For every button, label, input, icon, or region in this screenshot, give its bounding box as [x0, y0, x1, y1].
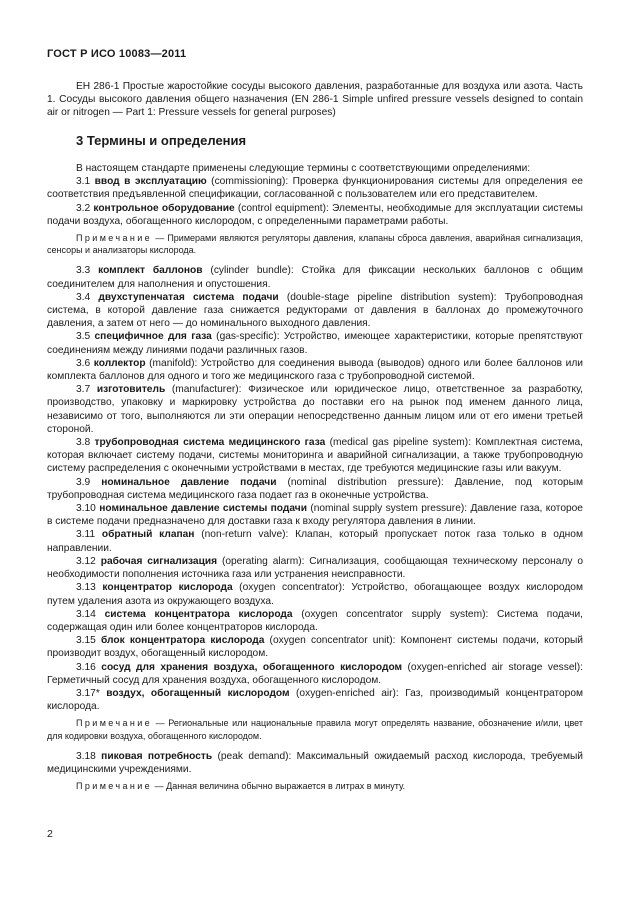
lead-paragraph: В настоящем стандарте применены следующие термины с соответствующими определениями:: [76, 163, 531, 174]
term-name: номинальное давление подачи: [101, 476, 277, 488]
term-name: номинальное давление системы подачи: [99, 503, 307, 515]
term-name: концентратор кислорода: [102, 582, 233, 594]
term-name: изготовитель: [96, 384, 166, 396]
term-name: коллектор: [93, 357, 146, 369]
term-number: 3.13: [76, 582, 96, 594]
term-definition: (double-stage pipeline distribution system): Трубопроводная система, в которой давление газа снижается редукторами от давления в баллонах до промежуточного давления, а затем от него — до номинального выходного давления.: [47, 291, 584, 330]
term-name: трубопроводная система медицинского газа: [94, 437, 326, 449]
term-name: специфичное для газа: [94, 331, 212, 343]
term-number: 3.8: [76, 437, 91, 449]
document-header: ГОСТ Р ИСО 10083—2011: [47, 48, 187, 60]
term-name: система концентратора кислорода: [104, 608, 293, 620]
term-name: двухступенчатая система подачи: [98, 291, 279, 303]
term-definition: (oxygen concentrator unit): Компонент системы подачи, который производит воздух, обогащенный кислородом.: [47, 635, 583, 660]
note-text: — Примерами являются регуляторы давления, клапаны сброса давления, аварийная сигнализация, сенсоры и анализаторы кислорода.: [47, 233, 583, 256]
term-number: 3.14: [76, 608, 96, 620]
term-paragraph: [47, 528, 583, 554]
term-name: контрольное оборудование: [93, 202, 235, 214]
term-number: 3.1: [76, 176, 91, 188]
term-name: обратный клапан: [101, 529, 195, 541]
term-definition: (nominal supply system pressure): Давление газа, которое в системе подачи предназначено для доставки газа к входу регулятора давления в линии.: [47, 503, 583, 528]
term-definition: (oxygen concentrator supply system): Система подачи, содержащая один или более концентраторов кислорода.: [47, 608, 583, 633]
term-paragraph: [47, 502, 583, 528]
term-definition: (control equipment): Элементы, необходимые для эксплуатации системы подачи воздуха, обогащенного кислородом, с определенными параметрами работы.: [47, 202, 583, 227]
term-definition: (cylinder bundle): Стойка для фиксации нескольких баллонов с общим соединителем для наполнения и опустошения.: [47, 265, 583, 290]
term-paragraph: [47, 330, 583, 356]
term-definition: (manifold): Устройство для соединения вывода (выводов) одного или более баллонов или комплекта баллонов для одного и того же медицинского газа с трубопроводной системой.: [47, 357, 583, 383]
note-label: Примечание: [76, 233, 153, 244]
term-number: 3.9: [76, 476, 91, 488]
term-definition: (non-return valve): Клапан, который пропускает поток газа только в одном направлении.: [47, 529, 583, 554]
term-paragraph: [47, 357, 583, 383]
term-number: 3.6: [76, 357, 91, 369]
term-number: 3.4: [76, 291, 91, 303]
term-number: 3.11: [76, 529, 96, 541]
term-number: 3.17*: [76, 687, 100, 699]
term-name: воздух, обогащенный кислородом: [106, 687, 290, 699]
intro-reference: [47, 80, 583, 120]
term-paragraph: [47, 555, 583, 581]
term-definition: (commissioning): Проверка функционирования системы для определения ее соответствия предъявленной спецификации, согласованной с пользователем или его представителем.: [47, 176, 583, 201]
term-paragraph: [47, 291, 583, 331]
term-paragraph: [47, 175, 583, 201]
term-paragraph: [47, 661, 583, 687]
page-number: 2: [47, 828, 53, 840]
note-paragraph: [47, 780, 583, 792]
note-text: — Региональные или национальные правила могут определять название, обозначение и/или, цвет для кодировки воздуха, обогащенного кислородом.: [47, 718, 583, 741]
term-name: ввод в эксплуатацию: [94, 176, 207, 188]
term-number: 3.15: [76, 635, 96, 647]
term-definition: (oxygen-enriched air): Газ, производимый концентратором кислорода.: [47, 687, 583, 713]
term-definition: (manufacturer): Физическое или юридическое лицо, ответственное за разработку, производство, упаковку и маркировку устройства до поставки его на рынок под именем данного лица, независимо от того, выполняются ли эти операции непосредственно данным лицом или от его имени третьей стороной.: [47, 384, 583, 435]
term-definition: (gas-specific): Устройство, имеющее характеристики, которые препятствуют соединениям между линиями подачи различных газов.: [47, 331, 583, 356]
term-name: пиковая потребность: [101, 750, 213, 762]
term-name: сосуд для хранения воздуха, обогащенного кислородом: [101, 661, 403, 673]
term-number: 3.2: [76, 202, 91, 214]
term-number: 3.10: [76, 503, 96, 515]
note-text: — Данная величина обычно выражается в литрах в минуту.: [152, 781, 406, 792]
term-paragraph: [47, 687, 583, 713]
reference-paragraph: ЕН 286-1 Простые жаростойкие сосуды высокого давления, разработанные для воздуха или азота. Часть 1. Сосуды высокого давления общего назначения (EN 286-1 Simple unfired pressure vessels designed to contain air or nitrogen — Part 1: Pressure vessels for general purposes): [47, 81, 583, 119]
term-definition: (operating alarm): Сигнализация, сообщающая техническому персоналу о необходимости пополнения источника газа или устранения неисправности.: [47, 555, 583, 581]
note-paragraph: [47, 717, 583, 741]
term-definition: (oxygen concentrator): Устройство, обогащающее воздух кислородом путем удаления азота из окружающего воздуха.: [47, 582, 583, 607]
term-name: рабочая сигнализация: [100, 555, 218, 567]
term-paragraph: [47, 476, 583, 502]
note-paragraph: [47, 232, 583, 256]
term-paragraph: [47, 383, 583, 436]
term-paragraph: [47, 202, 583, 228]
term-number: 3.7: [76, 384, 91, 396]
term-paragraph: [47, 581, 583, 607]
term-paragraph: [47, 436, 583, 476]
term-paragraph: [47, 264, 583, 290]
term-paragraph: [47, 750, 583, 776]
term-number: 3.12: [76, 555, 96, 567]
term-paragraph: [47, 608, 583, 634]
term-number: 3.3: [76, 265, 91, 277]
note-label: Примечание: [76, 781, 153, 792]
term-definition: (medical gas pipeline system): Комплектная система, которая включает систему подачи, системы мониторинга и аварийной сигнализации, а также трубопроводную систему распределения с оконечными устройствами в местах, где требуются медицинские газы или вакуум.: [47, 437, 583, 475]
term-definition: (oxygen-enriched air storage vessel): Герметичный сосуд для хранения воздуха, обогащенного кислородом.: [47, 661, 584, 686]
term-name: комплект баллонов: [98, 265, 203, 277]
term-paragraph: [47, 634, 583, 660]
term-definition: (nominal distribution pressure): Давление, под которым трубопроводная система медицинского газа подает газ в оконечные устройства.: [47, 476, 583, 501]
term-number: 3.5: [76, 331, 91, 343]
section-title: 3 Термины и определения: [76, 133, 247, 148]
note-label: Примечание: [76, 718, 153, 729]
term-number: 3.18: [76, 750, 96, 762]
term-name: блок концентратора кислорода: [101, 635, 265, 647]
terms-body: [47, 162, 583, 792]
term-definition: (peak demand): Максимальный ожидаемый расход кислорода, требуемый медицинскими учреждениями.: [47, 750, 583, 775]
term-number: 3.16: [76, 661, 96, 673]
